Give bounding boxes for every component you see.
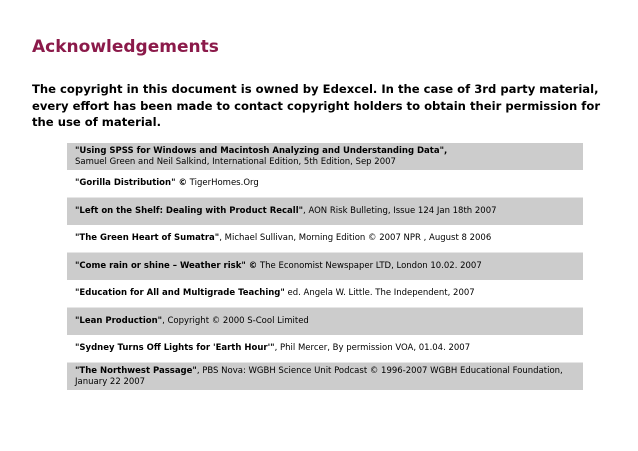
acknowledgement-row [67,280,583,308]
acknowledgement-row [67,225,583,253]
acknowledgement-details: , Copyright © 2000 S-Cool Limited [162,316,309,326]
acknowledgement-title: "Come rain or shine – Weather risk" © [75,261,258,271]
acknowledgement-row [67,170,583,198]
acknowledgement-row [67,308,583,335]
page-title: Acknowledgements [32,37,219,57]
acknowledgements-table [67,143,583,390]
acknowledgement-title: "Left on the Shelf: Dealing with Product Recall" [75,206,304,216]
acknowledgement-title: "Lean Production" [75,316,163,326]
acknowledgement-details: Samuel Green and Neil Salkind, International Edition, 5th Edition, Sep 2007 [75,156,396,167]
acknowledgement-details: , Phil Mercer, By permission VOA, 01.04. 2007 [274,343,471,353]
acknowledgement-title: "Using SPSS for Windows and Macintosh Analyzing and Understanding Data", [75,145,448,156]
acknowledgement-details: , AON Risk Bulleting, Issue 124 Jan 18th 2007 [303,206,497,216]
acknowledgement-title: "Gorilla Distribution" © [75,178,187,188]
acknowledgement-details: ed. Angela W. Little. The Independent, 2007 [284,288,475,298]
acknowledgement-row [67,253,583,280]
acknowledgement-row [67,143,583,170]
acknowledgement-details: , PBS Nova: WGBH Science Unit Podcast © 1996-2007 WGBH Educational Foundation, January 22 2007 [75,365,563,387]
acknowledgement-details: TigerHomes.Org [186,178,259,188]
acknowledgement-details: The Economist Newspaper LTD, London 10.02. 2007 [257,261,482,271]
acknowledgement-title: "The Northwest Passage" [75,365,197,376]
acknowledgement-row [67,198,583,225]
acknowledgement-row [67,335,583,363]
acknowledgement-details: , Michael Sullivan, Morning Edition © 2007 NPR , August 8 2006 [219,233,492,243]
acknowledgement-row [67,363,583,390]
acknowledgement-title: "Education for All and Multigrade Teaching" [75,288,285,298]
acknowledgement-title: "The Green Heart of Sumatra" [75,233,220,243]
copyright-intro: The copyright in this document is owned by Edexcel. In the case of 3rd party material, every effort has been made to contact copyright holders to obtain their permission for the use of material. [32,82,601,129]
acknowledgement-title: "Sydney Turns Off Lights for 'Earth Hour'" [75,343,275,353]
